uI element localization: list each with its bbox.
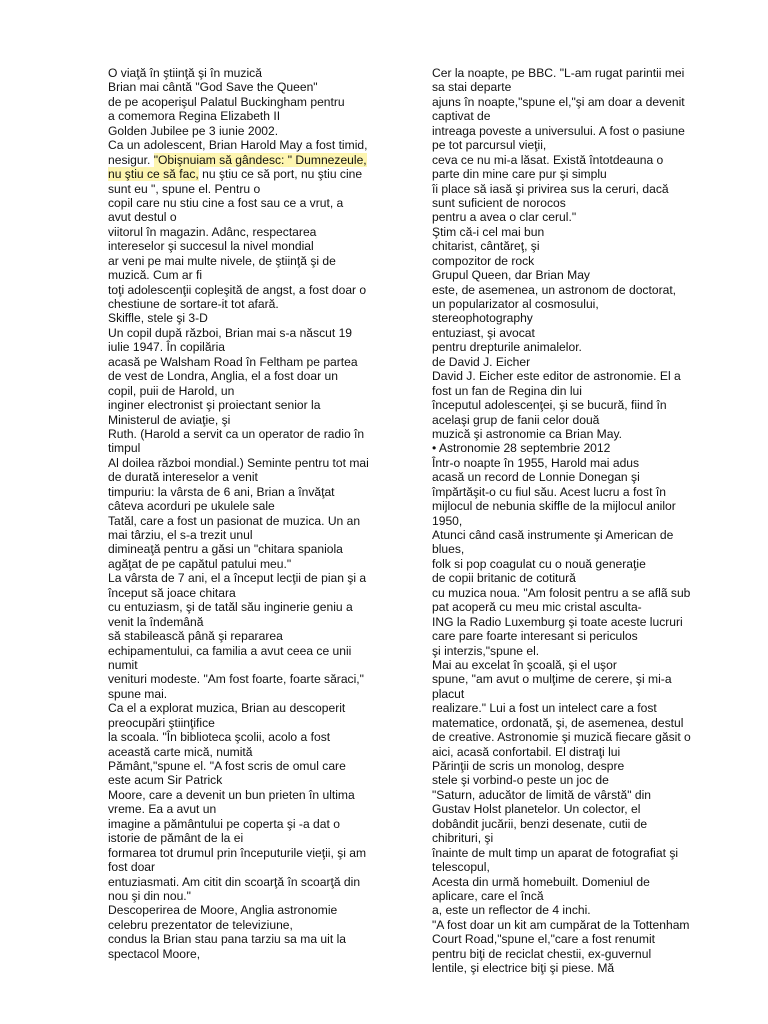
text-line: matematice, ordonată, şi, de asemenea, destul <box>432 715 684 730</box>
left-text-column <box>108 66 392 961</box>
text-line: Golden Jubilee pe 3 iunie 2002. <box>108 123 279 138</box>
text-line: Court Road,"spune el,"care a fost renumit <box>432 932 656 947</box>
text-line: pentru biţi de reciclat chestii, ex-guvernul <box>432 946 652 961</box>
text-line: chibrituri, şi <box>432 831 494 846</box>
text-line: la scoala. "În biblioteca şcolii, acolo a fost <box>108 730 331 745</box>
text-line <box>108 153 392 167</box>
text-line: Părinţii de scris un monolog, despre <box>432 759 625 773</box>
text-line: • Astronomie 28 septembrie 2012 <box>432 441 611 456</box>
text-line: "Saturn, aducător de limită de vârstă" din <box>432 787 651 802</box>
text-line: formarea tot drumul prin începuturile vieţii, şi am <box>108 845 367 860</box>
text-line: acasă pe Walsham Road în Feltham pe partea <box>108 354 358 369</box>
text-line: agăţat de pe capătul patului meu." <box>108 556 292 571</box>
text-line: lentile, şi electrice biţi şi piese. Mă <box>432 961 615 976</box>
text-line: Skiffle, stele şi 3-D <box>108 311 208 326</box>
text-line: venit la îndemână <box>108 614 204 629</box>
text-line: Un copil după război, Brian mai s-a născut 19 <box>108 325 353 340</box>
text-line: 1950, <box>432 513 463 528</box>
text-line: de David J. Eicher <box>432 354 531 369</box>
text-line: Atunci când casă instrumente şi American de <box>432 528 674 542</box>
text-line: este acum Sir Patrick <box>108 773 223 788</box>
text-line: compozitor de rock <box>432 253 535 268</box>
text-line: spune, "am avut o mulţime de cerere, şi mi-a <box>432 672 672 687</box>
text-line: Ştim că-i cel mai bun <box>432 224 545 239</box>
text-line: Grupul Queen, dar Brian May <box>432 268 590 283</box>
text-line: ajuns în noapte,"spune el,"şi am doar a devenit <box>432 94 685 109</box>
text-line: Tatăl, care a fost un pasionat de muzica. Un an <box>108 513 361 528</box>
text-line: Gustav Holst planetelor. Un colector, el <box>432 802 641 817</box>
text-line: captivat de <box>432 109 491 124</box>
text-line <box>108 167 392 181</box>
text-line: muzică. Cum ar fi <box>108 268 203 283</box>
text-line: pentru a avea o clar cerul." <box>432 210 577 225</box>
text-line: a, este un reflector de 4 inchi. <box>432 903 591 918</box>
text-line: pentru drepturile animalelor. <box>432 340 582 355</box>
text-line: dimineaţă pentru a găsi un "chitara spaniola <box>108 542 343 557</box>
text-line: telescopul, <box>432 860 490 875</box>
text-line: Descoperirea de Moore, Anglia astronomie <box>108 903 338 918</box>
text-line: parte din mine care pur şi simplu <box>432 167 607 182</box>
text-line: "A fost doar un kit am cumpărat de la Tottenham <box>432 917 690 932</box>
text-line: celebru prezentator de televiziune, <box>108 917 293 932</box>
right-text-column <box>432 66 732 976</box>
text-line: este, de asemenea, un astronom de doctorat, <box>432 282 677 297</box>
text-line: începutul adolescenţei, şi se bucură, fiind în <box>432 398 667 413</box>
text-line: spectacol Moore, <box>108 946 201 961</box>
text-line: numit <box>108 657 138 672</box>
text-line: Ruth. (Harold a servit ca un operator de radio în <box>108 426 365 441</box>
text-line: intereselor şi succesul la nivel mondial <box>108 239 314 254</box>
text-line: chitarist, cântăreţ, şi <box>432 239 540 254</box>
text-line: fost un fan de Regina din lui <box>432 383 582 398</box>
text-line: spune mai. <box>108 686 168 701</box>
text-line: Mai au excelat în şcoală, şi el uşor <box>432 657 617 672</box>
text-line: inginer electronist şi proiectant senior la <box>108 398 321 413</box>
text-line: sa stai departe <box>432 80 512 95</box>
text-line: echipamentului, ca familia a avut ceea ce unii <box>108 643 352 658</box>
text-line: acelaşi grup de fanii celor două <box>432 412 600 427</box>
text-line: entuziasmati. Am citit din scoarţă în scoarţă din <box>108 874 361 889</box>
text-line: entuziast, şi avocat <box>432 325 535 340</box>
text-line: stereophotography <box>432 311 533 326</box>
text-line: înainte de mult timp un aparat de fotografiat şi <box>432 845 679 860</box>
text-line: mijlocul de nebunia skiffle de la mijlocul anilor <box>432 499 676 514</box>
text-line: un popularizator al cosmosului, <box>432 297 599 311</box>
text-line: folk si pop coagulat cu o nouă generaţie <box>432 556 646 571</box>
text-line: câteva acorduri pe ukulele sale <box>108 499 275 514</box>
text-line: de creative. Astronomie şi muzică fiecare găsit o <box>432 730 691 745</box>
text-line: şi interzis,"spune el. <box>432 643 540 658</box>
text-line: să stabilească până şi repararea <box>108 629 283 644</box>
text-line: pe tot parcursul vieţii, <box>432 138 547 153</box>
text-line: chestiune de sortare-it tot afară. <box>108 297 279 311</box>
text-line: sunt suficient de norocos <box>432 195 566 210</box>
text-line: aplicare, care el încă <box>432 888 544 903</box>
text-line: de durată intereselor a venit <box>108 470 258 485</box>
text-line: stele şi vorbind-o peste un joc de <box>432 773 609 788</box>
text-line: blues, <box>432 542 465 557</box>
text-line: Pământ,"spune el. "A fost scris de omul care <box>108 759 346 773</box>
text-line: cu muzica noua. "Am folosit pentru a se aflã sub <box>432 585 691 600</box>
text-line: preocupări ştiinţifice <box>108 715 215 730</box>
text-line: viitorul în magazin. Adânc, respectarea <box>108 224 317 239</box>
text-line: realizare." Lui a fost un intelect care a fost <box>432 701 657 716</box>
text-line: ar veni pe mai multe nivele, de ştiinţă şi de <box>108 253 336 268</box>
text-line: imagine a pământului pe coperta şi -a dat o <box>108 816 340 831</box>
text-line: Într-o noapte în 1955, Harold mai adus <box>432 455 640 470</box>
text-line: de vest de Londra, Anglia, el a fost doar un <box>108 369 338 384</box>
text-segment: nu ştiu ce să port, nu ştiu cine <box>198 167 363 182</box>
text-line: timpuriu: la vârsta de 6 ani, Brian a învăţat <box>108 484 335 499</box>
text-line: condus la Brian stau pana tarziu sa ma uit la <box>108 932 346 947</box>
text-line: copil, puii de Harold, un <box>108 383 235 398</box>
text-line: de copii britanic de cotitură <box>432 571 576 586</box>
highlighted-text: "Obişnuiam să gândesc: " Dumnezeule, <box>153 152 367 167</box>
text-line: O viaţă în ştiinţă şi în muzică <box>108 66 262 80</box>
text-line: aici, acasă confortabil. El distraţi lui <box>432 744 621 759</box>
text-line: istorie de pământ de la ei <box>108 831 244 846</box>
text-line: iulie 1947. În copilăria <box>108 340 225 355</box>
text-line: a comemora Regina Elizabeth II <box>108 109 281 124</box>
text-line: intreaga poveste a universului. A fost o pasiune <box>432 123 685 138</box>
text-line: Ca el a explorat muzica, Brian au descoperit <box>108 701 346 716</box>
text-line: Ca un adolescent, Brian Harold May a fost timid, <box>108 138 368 153</box>
text-line: placut <box>432 686 465 701</box>
text-line: Ministerul de aviaţie, şi <box>108 412 231 427</box>
text-line: Al doilea război mondial.) Seminte pentru tot mai <box>108 455 369 470</box>
text-line: îi place să iasă şi privirea sus la ceruri, dacă <box>432 181 669 196</box>
text-line: copil care nu stiu cine a fost sau ce a vrut, a <box>108 195 344 210</box>
text-line: această carte mică, numită <box>108 744 253 759</box>
text-line: muzică şi astronomie ca Brian May. <box>432 426 622 441</box>
text-line: Brian mai cântă "God Save the Queen" <box>108 80 318 95</box>
text-line: început să joace chitara <box>108 585 236 600</box>
text-segment: nesigur. <box>108 152 154 167</box>
text-line: toţi adolescenţii copleşită de angst, a fost doar o <box>108 282 367 297</box>
text-line: David J. Eicher este editor de astronomie. El a <box>432 369 681 384</box>
text-line: Moore, care a devenit un bun prieten în ultima <box>108 787 355 802</box>
text-line: ceva ce nu mi-a lăsat. Există întotdeauna o <box>432 152 664 167</box>
text-line: sunt eu ", spune el. Pentru o <box>108 181 261 196</box>
text-line: ING la Radio Luxemburg şi toate aceste lucruri <box>432 614 683 629</box>
text-line: care pare foarte interesant si periculos <box>432 629 638 644</box>
text-line: acasă un record de Lonnie Donegan şi <box>432 470 640 485</box>
text-line: pat acoperă cu meu mic cristal asculta- <box>432 600 642 615</box>
text-line: cu entuziasm, şi de tatăl său inginerie geniu a <box>108 600 353 615</box>
text-line: avut destul o <box>108 210 177 225</box>
text-line: La vârsta de 7 ani, el a început lecţii de pian şi a <box>108 571 367 586</box>
text-line: împărtăşit-o cu fiul său. Acest lucru a fost în <box>432 484 666 499</box>
text-line: timpul <box>108 441 141 456</box>
text-line: Acesta din urmă homebuilt. Domeniul de <box>432 874 650 889</box>
text-line: vreme. Ea a avut un <box>108 802 217 817</box>
text-line: mai târziu, el s-a trezit unul <box>108 528 253 542</box>
text-line: venituri modeste. "Am fost foarte, foarte săraci," <box>108 672 364 687</box>
text-line: nou şi din nou." <box>108 888 191 903</box>
text-line: fost doar <box>108 860 156 875</box>
text-line: Cer la noapte, pe BBC. "L-am rugat parintii mei <box>432 66 685 80</box>
text-line: de pe acoperişul Palatul Buckingham pentru <box>108 94 345 109</box>
text-line: dobândit jucării, benzi desenate, cutii de <box>432 816 648 831</box>
highlighted-text: nu ştiu ce să fac, <box>108 167 199 182</box>
